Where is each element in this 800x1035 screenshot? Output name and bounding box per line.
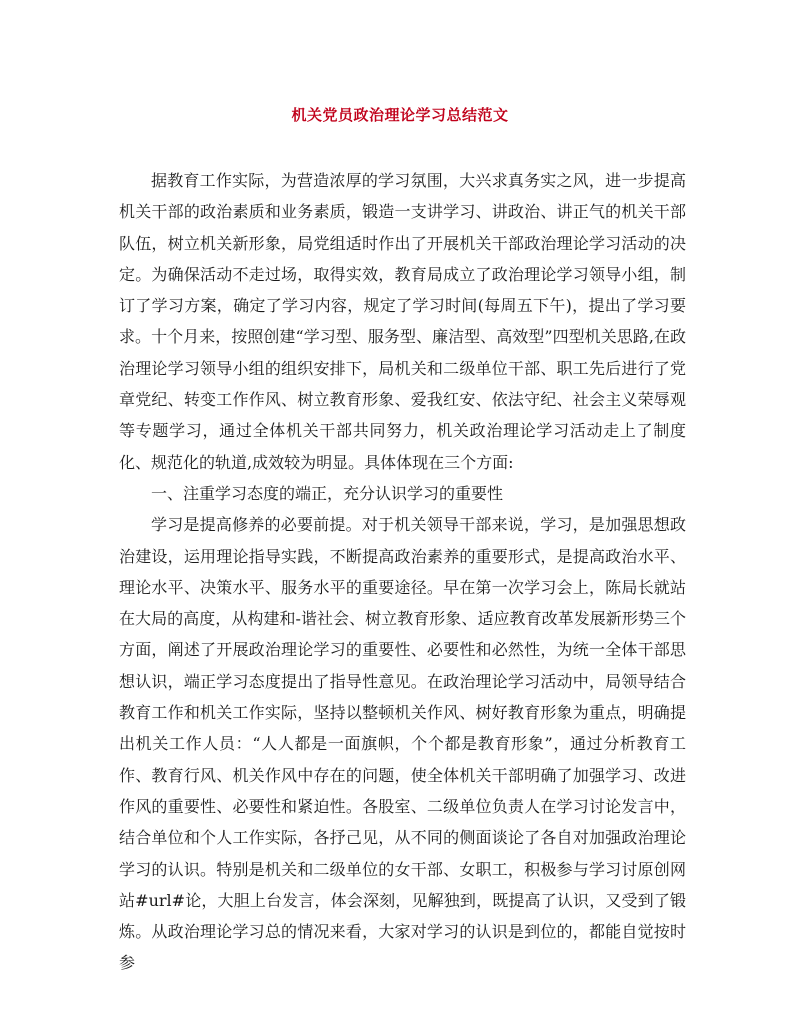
section-heading-1: 一、注重学习态度的端正，充分认识学习的重要性 xyxy=(151,483,504,503)
document-title: 机关党员政治理论学习总结范文 xyxy=(291,106,509,124)
body-paragraph-intro: 据教育工作实际，为营造浓厚的学习氛围，大兴求真务实之风，进一步提高机关干部的政治素质和业务素质，锻造一支讲学习、讲政治、讲正气的机关干部队伍，树立机关新形象，局党组适时作出了开展机关干部政治理论学习活动的决定。为确保活动不走过场，取得实效，教育局成立了政治理论学习领导小组，制订了学习方案，确定了学习内容，规定了学习时间(每周五下午)，提出了学习要求。十个月来，按照创建“学习型、服务型、廉洁型、高效型”四型机关思路,在政治理论学习领导小组的组织安排下，局机关和二级单位干部、职工先后进行了党章党纪、转变工作作风、树立教育形象、爱我红安、依法守纪、社会主义荣辱观等专题学习，通过全体机关干部共同努力，机关政治理论学习活动走上了制度化、规范化的轨道,成效较为明显。具体体现在三个方面: xyxy=(119,171,686,472)
document-body xyxy=(119,165,686,979)
body-paragraph-section-1: 学习是提高修养的必要前提。对于机关领导干部来说，学习，是加强思想政治建设，运用理论指导实践，不断提高政治素养的重要形式，是提高政治水平、理论水平、决策水平、服务水平的重要途径。早在第一次学习会上，陈局长就站在大局的高度，从构建和-谐社会、树立教育形象、适应教育改革发展新形势三个方面，阐述了开展政治理论学习的重要性、必要性和必然性，为统一全体干部思想认识，端正学习态度提出了指导性意见。在政治理论学习活动中，局领导结合教育工作和机关工作实际，坚持以整顿机关作风、树好教育形象为重点，明确提出机关工作人员：“人人都是一面旗帜，个个都是教育形象”，通过分析教育工作、教育行风、机关作风中存在的问题，使全体机关干部明确了加强学习、改进作风的重要性、必要性和紧迫性。各股室、二级单位负责人在学习讨论发言中，结合单位和个人工作实际，各抒己见，从不同的侧面谈论了各自对加强政治理论学习的认识。特别是机关和二级单位的女干部、女职工，积极参与学习讨原创网站#url#论，大胆上台发言，体会深刻，见解独到，既提高了认识，又受到了锻炼。从政治理论学习总的情况来看，大家对学习的认识是到位的，都能自觉按时参 xyxy=(119,515,686,973)
